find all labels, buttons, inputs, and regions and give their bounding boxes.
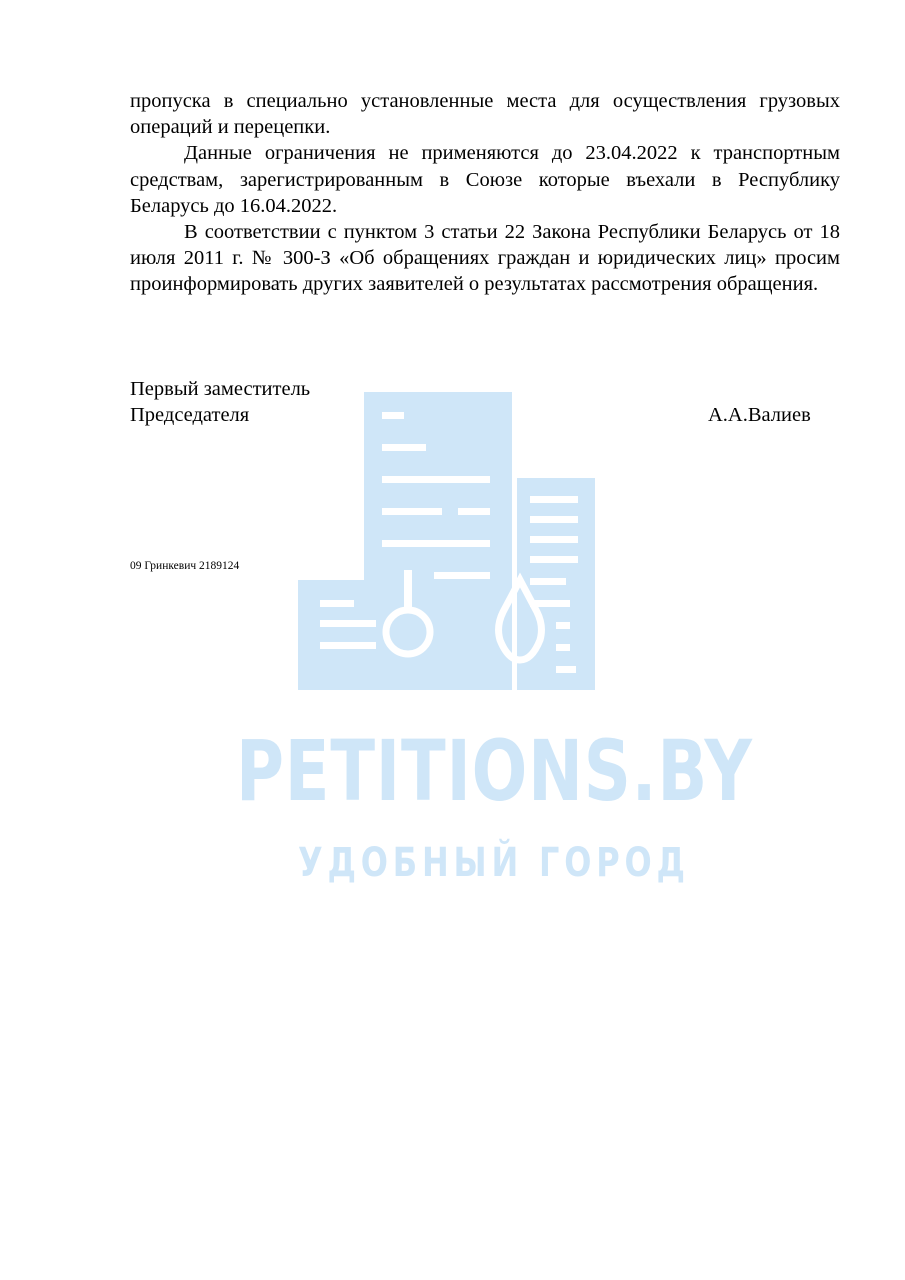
paragraph-continuation: пропуска в специально установленные места для осуществления грузовых операций и перецепки.	[130, 90, 840, 139]
paragraph-restrictions: Данные ограничения не применяются до 23.04.2022 к транспортным средствам, зарегистрированным в Союзе которые въехали в Республику Беларусь до 16.04.2022.	[130, 142, 840, 217]
watermark-subtitle: УДОБНЫЙ ГОРОД	[298, 840, 690, 886]
watermark-title: PETITIONS.BY	[236, 722, 753, 820]
signature-position-line1: Первый заместитель	[130, 378, 311, 400]
letter-body	[130, 88, 840, 298]
executor-note: 09 Гринкевич 2189124	[130, 560, 240, 572]
signature-position	[130, 376, 310, 428]
signature-position-line2: Председателя	[130, 404, 250, 426]
signature-name: А.А.Валиев	[708, 404, 811, 426]
paragraph-law-reference: В соответствии с пунктом 3 статьи 22 Закона Республики Беларусь от 18 июля 2011 г. № 300-З «Об обращениях граждан и юридических лиц» просим проинформировать других заявителей о результатах рассмотрения обращения.	[130, 221, 840, 296]
